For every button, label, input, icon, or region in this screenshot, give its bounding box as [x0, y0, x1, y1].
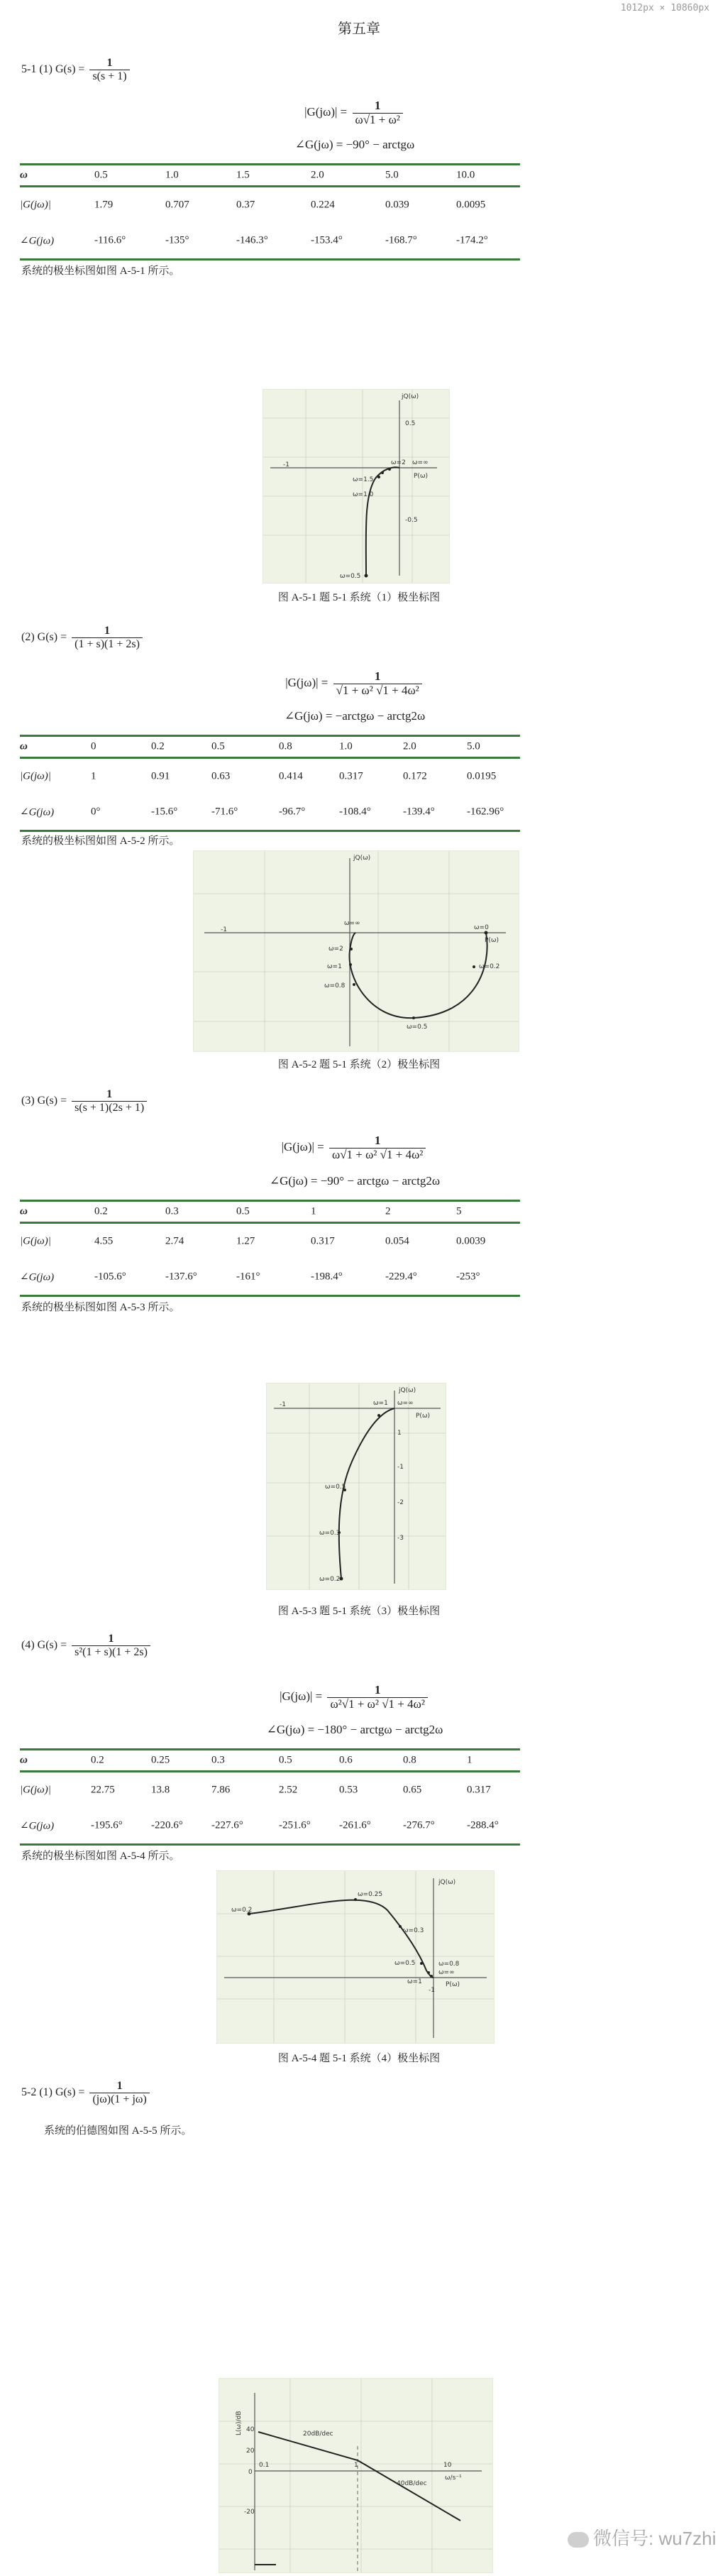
- figure-label: -1: [397, 1464, 404, 1471]
- table-header: 0.6: [339, 1754, 353, 1766]
- fraction-numerator: 1: [72, 1633, 150, 1646]
- table-header: 1.0: [165, 169, 179, 181]
- table-header-row: [20, 1202, 520, 1224]
- fraction-numerator: 1: [329, 1134, 426, 1149]
- table-header: 0.5: [279, 1754, 292, 1766]
- fraction-numerator: 1: [353, 99, 403, 114]
- table-cell: 0.0095: [456, 199, 486, 211]
- nyquist-curve: [339, 1408, 394, 1579]
- table-cell: 0.63: [211, 770, 231, 782]
- figure-label: ω=1: [327, 963, 342, 970]
- transfer-lhs: G(s) =: [55, 63, 85, 76]
- figure-note: 系统的极坐标图如图 A-5-2 所示。: [21, 835, 180, 847]
- table-header: 2.0: [403, 740, 416, 752]
- figure-label: ω=0.25: [358, 1891, 383, 1898]
- figure-label: jQ(ω): [402, 393, 419, 400]
- table-cell: -71.6°: [211, 806, 238, 818]
- table-row: [20, 1772, 520, 1808]
- chapter-title: 第五章: [338, 21, 380, 37]
- figure-label: P(ω): [485, 937, 499, 944]
- figure-note: 系统的极坐标图如图 A-5-1 所示。: [21, 265, 180, 277]
- fraction-denominator: (1 + s)(1 + 2s): [74, 638, 140, 650]
- row-label: |G(jω)|: [20, 199, 51, 211]
- table-cell: 0.414: [279, 770, 303, 782]
- problem-heading: [21, 1633, 153, 1659]
- table-header: 0.3: [165, 1205, 179, 1217]
- table-cell: -253°: [456, 1271, 480, 1283]
- polar-plot-figure: [263, 389, 450, 583]
- table-header: 0.8: [279, 740, 292, 752]
- frequency-table: [20, 163, 520, 261]
- table-header: 0.25: [151, 1754, 170, 1766]
- table-header-row: [20, 737, 520, 759]
- table-header: 2: [385, 1205, 391, 1217]
- row-label: |G(jω)|: [20, 770, 51, 782]
- transfer-lhs: G(s) =: [37, 1095, 67, 1107]
- fraction-numerator: 1: [89, 2080, 149, 2093]
- polar-plot-figure: [216, 1870, 495, 2044]
- table-cell: -276.7°: [403, 1819, 435, 1831]
- problem-heading: [21, 2080, 152, 2106]
- fraction-denominator: ω²√1 + ω² √1 + 4ω²: [330, 1697, 425, 1711]
- table-header: 5: [456, 1205, 462, 1217]
- table-cell: -135°: [165, 234, 189, 246]
- figure-label: P(ω): [446, 1981, 460, 1988]
- problem-label: (2): [21, 631, 35, 644]
- table-cell: -137.6°: [165, 1271, 197, 1283]
- figure-label: -1: [280, 1401, 286, 1408]
- row-label: ∠G(jω): [20, 1820, 55, 1832]
- figure-label: ω=1.0: [353, 491, 374, 498]
- watermark-text: 微信号: wu7zhi: [593, 2528, 717, 2549]
- problem-heading: [21, 625, 145, 651]
- row-label: ∠G(jω): [20, 806, 55, 818]
- table-header: 1: [467, 1754, 473, 1766]
- table-row: [20, 759, 520, 794]
- problem-heading: [21, 1088, 149, 1114]
- magnitude-fraction: [333, 670, 422, 697]
- figure-note: 系统的极坐标图如图 A-5-3 所示。: [21, 1302, 180, 1313]
- figure-label: 1: [397, 1430, 402, 1437]
- figure-label: -1: [283, 461, 289, 468]
- transfer-fraction: [89, 57, 129, 83]
- table-cell: 0.172: [403, 770, 427, 782]
- table-cell: 1: [91, 770, 96, 782]
- figure-label: -20: [244, 2509, 255, 2516]
- problem-label: (4): [21, 1639, 35, 1652]
- problem-label: 5-1 (1): [21, 63, 53, 76]
- table-cell: 0.317: [339, 770, 363, 782]
- frequency-table: [20, 735, 520, 832]
- figure-label: 40dB/dec: [397, 2480, 427, 2487]
- figure-label: ω=0.8: [438, 1961, 460, 1968]
- figure-caption: 图 A-5-1 题 5-1 系统（1）极坐标图: [277, 592, 441, 603]
- fraction-denominator: (jω)(1 + jω): [92, 2093, 147, 2105]
- table-cell: -116.6°: [94, 234, 126, 246]
- figure-label: ω=∞: [397, 1400, 414, 1407]
- fraction-denominator: √1 + ω² √1 + 4ω²: [336, 683, 419, 697]
- fraction-numerator: 1: [72, 625, 143, 638]
- phase-equation: ∠G(jω) = −90° − arctgω: [294, 138, 415, 151]
- table-cell: 2.74: [165, 1235, 184, 1247]
- magnitude-fraction: [327, 1684, 427, 1711]
- table-cell: -251.6°: [279, 1819, 311, 1831]
- figure-label: L(ω)/dB: [236, 2411, 243, 2435]
- table-cell: -168.7°: [385, 234, 417, 246]
- table-cell: 1.27: [236, 1235, 255, 1247]
- table-cell: -227.6°: [211, 1819, 243, 1831]
- table-row: [20, 1259, 520, 1295]
- table-cell: 0.37: [236, 199, 255, 211]
- row-label: |G(jω)|: [20, 1784, 51, 1796]
- watermark: [568, 2524, 716, 2550]
- table-row: [20, 1808, 520, 1843]
- table-cell: -153.4°: [311, 234, 343, 246]
- polar-plot-figure: [266, 1383, 446, 1590]
- magnitude-equation: [213, 670, 497, 697]
- polar-plot-figure: [193, 850, 519, 1052]
- figure-label: ω=2: [328, 946, 343, 953]
- figure-label: ω=∞: [344, 920, 360, 927]
- table-cell: -15.6°: [151, 806, 178, 818]
- nyquist-curve: [350, 933, 487, 1018]
- table-header: 0.5: [94, 169, 108, 181]
- fraction-denominator: s(s + 1)(2s + 1): [74, 1102, 145, 1114]
- table-cell: 13.8: [151, 1784, 170, 1796]
- magnitude-lhs: |G(jω)| =: [280, 1689, 323, 1704]
- figure-label: ω=0.5: [340, 573, 361, 580]
- problem-heading: [21, 57, 132, 83]
- figure-label: ω=2: [391, 459, 406, 466]
- table-cell: -288.4°: [467, 1819, 499, 1831]
- magnitude-equation: [213, 1684, 497, 1711]
- polar-plot-svg: [194, 851, 519, 1051]
- problem-label: (3): [21, 1095, 35, 1107]
- figure-note: 系统的伯德图如图 A-5-5 所示。: [44, 2125, 192, 2137]
- table-header: 1: [311, 1205, 316, 1217]
- figure-caption: 图 A-5-3 题 5-1 系统（3）极坐标图: [277, 1606, 441, 1617]
- fraction-denominator: ω√1 + ω²: [355, 112, 400, 126]
- table-cell: 7.86: [211, 1784, 231, 1796]
- table-cell: -220.6°: [151, 1819, 183, 1831]
- table-cell: 22.75: [91, 1784, 115, 1796]
- table-cell: 0.707: [165, 199, 189, 211]
- table-cell: -229.4°: [385, 1271, 417, 1283]
- table-header: ω: [20, 1754, 28, 1766]
- transfer-fraction: [89, 2080, 149, 2106]
- row-label: ∠G(jω): [20, 235, 55, 247]
- table-cell: 0.224: [311, 199, 335, 211]
- table-header: 5.0: [467, 740, 480, 752]
- figure-label: ω=1.5: [353, 476, 374, 483]
- figure-label: ω/s⁻¹: [445, 2474, 462, 2482]
- polar-plot-svg: [267, 1383, 446, 1589]
- table-header: 1.0: [339, 740, 353, 752]
- transfer-fraction: [72, 1088, 147, 1114]
- magnitude-asymptote: [258, 2432, 460, 2521]
- row-label: |G(jω)|: [20, 1235, 51, 1247]
- phase-equation: ∠G(jω) = −90° − arctgω − arctg2ω: [269, 1174, 441, 1188]
- magnitude-lhs: |G(jω)| =: [281, 1140, 324, 1154]
- table-header-row: [20, 1750, 520, 1772]
- figure-label: ω=0.3: [319, 1530, 341, 1537]
- table-cell: -174.2°: [456, 234, 488, 246]
- figure-label: 20dB/dec: [303, 2430, 333, 2438]
- table-header: 10.0: [456, 169, 475, 181]
- frequency-table: [20, 1748, 520, 1846]
- figure-label: 10: [443, 2462, 452, 2469]
- table-cell: 0.65: [403, 1784, 422, 1796]
- figure-label: ω=∞: [438, 1969, 455, 1976]
- problem-label: 5-2 (1): [21, 2086, 53, 2099]
- table-header: 0.5: [211, 740, 225, 752]
- table-cell: 0°: [91, 806, 101, 818]
- table-header: ω: [20, 1205, 28, 1217]
- figure-label: jQ(ω): [399, 1387, 416, 1394]
- fraction-denominator: s²(1 + s)(1 + 2s): [74, 1646, 148, 1658]
- figure-label: jQ(ω): [438, 1879, 456, 1886]
- figure-label: ω=0.2: [319, 1576, 341, 1583]
- table-cell: -162.96°: [467, 806, 504, 818]
- table-header-row: [20, 165, 520, 187]
- figure-caption: 图 A-5-4 题 5-1 系统（4）极坐标图: [277, 2053, 441, 2064]
- phase-equation: ∠G(jω) = −180° − arctgω − arctg2ω: [266, 1723, 443, 1736]
- figure-label: ω=∞: [412, 459, 429, 466]
- fraction-numerator: 1: [327, 1684, 427, 1698]
- table-header: 5.0: [385, 169, 399, 181]
- table-cell: -139.4°: [403, 806, 435, 818]
- transfer-fraction: [72, 1633, 150, 1659]
- table-cell: -161°: [236, 1271, 260, 1283]
- magnitude-lhs: |G(jω)| =: [304, 105, 348, 119]
- figure-label: -2: [397, 1499, 404, 1506]
- wechat-icon: [568, 2532, 589, 2548]
- figure-label: P(ω): [416, 1413, 430, 1420]
- table-row: [20, 223, 520, 258]
- polar-plot-svg: [263, 390, 449, 583]
- table-header: 1.5: [236, 169, 250, 181]
- figure-label: ω=0.2: [231, 1907, 253, 1914]
- table-header: 0.5: [236, 1205, 250, 1217]
- table-header: ω: [20, 740, 28, 752]
- table-cell: 0.0195: [467, 770, 497, 782]
- fraction-numerator: 1: [72, 1088, 147, 1102]
- figure-label: -3: [397, 1535, 404, 1542]
- figure-label: 0.5: [405, 420, 416, 427]
- row-label: ∠G(jω): [20, 1271, 55, 1283]
- magnitude-equation: [213, 99, 497, 126]
- figure-label: 0.1: [259, 2462, 270, 2469]
- figure-label: ω=0.5: [407, 1024, 428, 1031]
- figure-note: 系统的极坐标图如图 A-5-4 所示。: [21, 1851, 180, 1862]
- table-cell: 0.91: [151, 770, 170, 782]
- frequency-table: [20, 1200, 520, 1297]
- table-header: 0.3: [211, 1754, 225, 1766]
- table-row: [20, 794, 520, 830]
- table-cell: -105.6°: [94, 1271, 126, 1283]
- figure-label: -0.5: [405, 517, 418, 524]
- transfer-lhs: G(s) =: [55, 2086, 85, 2099]
- dimension-label: 1012px × 10860px: [620, 3, 709, 13]
- table-cell: 0.317: [311, 1235, 335, 1247]
- figure-label: -1: [429, 1987, 435, 1994]
- figure-label: ω=0.5: [325, 1484, 346, 1491]
- figure-label: ω=0.2: [479, 963, 500, 970]
- table-header: ω: [20, 169, 28, 181]
- transfer-lhs: G(s) =: [37, 1639, 67, 1652]
- table-header: 0: [91, 740, 96, 752]
- table-cell: 0.054: [385, 1235, 409, 1247]
- table-header: 0.2: [94, 1205, 108, 1217]
- figure-label: -1: [221, 926, 227, 933]
- transfer-lhs: G(s) =: [37, 631, 67, 644]
- figure-label: ω=0: [474, 924, 489, 931]
- figure-label: ω=0.5: [394, 1960, 416, 1967]
- table-cell: 0.039: [385, 199, 409, 211]
- nyquist-curve: [366, 467, 399, 576]
- figure-label: ω=0.8: [324, 982, 346, 990]
- table-cell: -108.4°: [339, 806, 371, 818]
- figure-label: 40: [246, 2426, 255, 2433]
- fraction-denominator: ω√1 + ω² √1 + 4ω²: [332, 1147, 424, 1161]
- table-cell: -195.6°: [91, 1819, 123, 1831]
- magnitude-equation: [213, 1134, 497, 1161]
- fraction-denominator: s(s + 1): [92, 70, 127, 82]
- table-header: 0.2: [151, 740, 165, 752]
- figure-label: ω=0.3: [403, 1927, 424, 1934]
- table-header: 2.0: [311, 169, 324, 181]
- table-cell: -146.3°: [236, 234, 268, 246]
- fraction-numerator: 1: [89, 57, 129, 70]
- table-cell: 2.52: [279, 1784, 298, 1796]
- polar-plot-svg: [217, 1871, 494, 2043]
- figure-label: 20: [246, 2448, 255, 2455]
- figure-label: ω=1: [407, 1978, 422, 1985]
- table-cell: -261.6°: [339, 1819, 371, 1831]
- figure-caption: 图 A-5-2 题 5-1 系统（2）极坐标图: [277, 1059, 441, 1070]
- table-row: [20, 187, 520, 223]
- figure-label: P(ω): [414, 473, 428, 480]
- table-cell: 1.79: [94, 199, 114, 211]
- table-header: 0.8: [403, 1754, 416, 1766]
- magnitude-fraction: [353, 99, 403, 126]
- bode-plot-figure: [219, 2378, 493, 2573]
- bode-plot-svg: [219, 2379, 492, 2572]
- figure-label: jQ(ω): [353, 855, 371, 862]
- figure-label: 0: [248, 2469, 253, 2476]
- transfer-fraction: [72, 625, 143, 651]
- table-cell: -198.4°: [311, 1271, 343, 1283]
- table-cell: 0.317: [467, 1784, 491, 1796]
- table-cell: 4.55: [94, 1235, 114, 1247]
- table-cell: 0.53: [339, 1784, 358, 1796]
- table-row: [20, 1224, 520, 1259]
- table-cell: -96.7°: [279, 806, 306, 818]
- phase-equation: ∠G(jω) = −arctgω − arctg2ω: [284, 709, 426, 723]
- table-header: 0.2: [91, 1754, 104, 1766]
- magnitude-lhs: |G(jω)| =: [285, 676, 328, 690]
- figure-label: ω=1: [373, 1400, 388, 1407]
- fraction-numerator: 1: [333, 670, 422, 684]
- figure-label: 1: [354, 2462, 358, 2469]
- magnitude-fraction: [329, 1134, 426, 1161]
- table-cell: 0.0039: [456, 1235, 486, 1247]
